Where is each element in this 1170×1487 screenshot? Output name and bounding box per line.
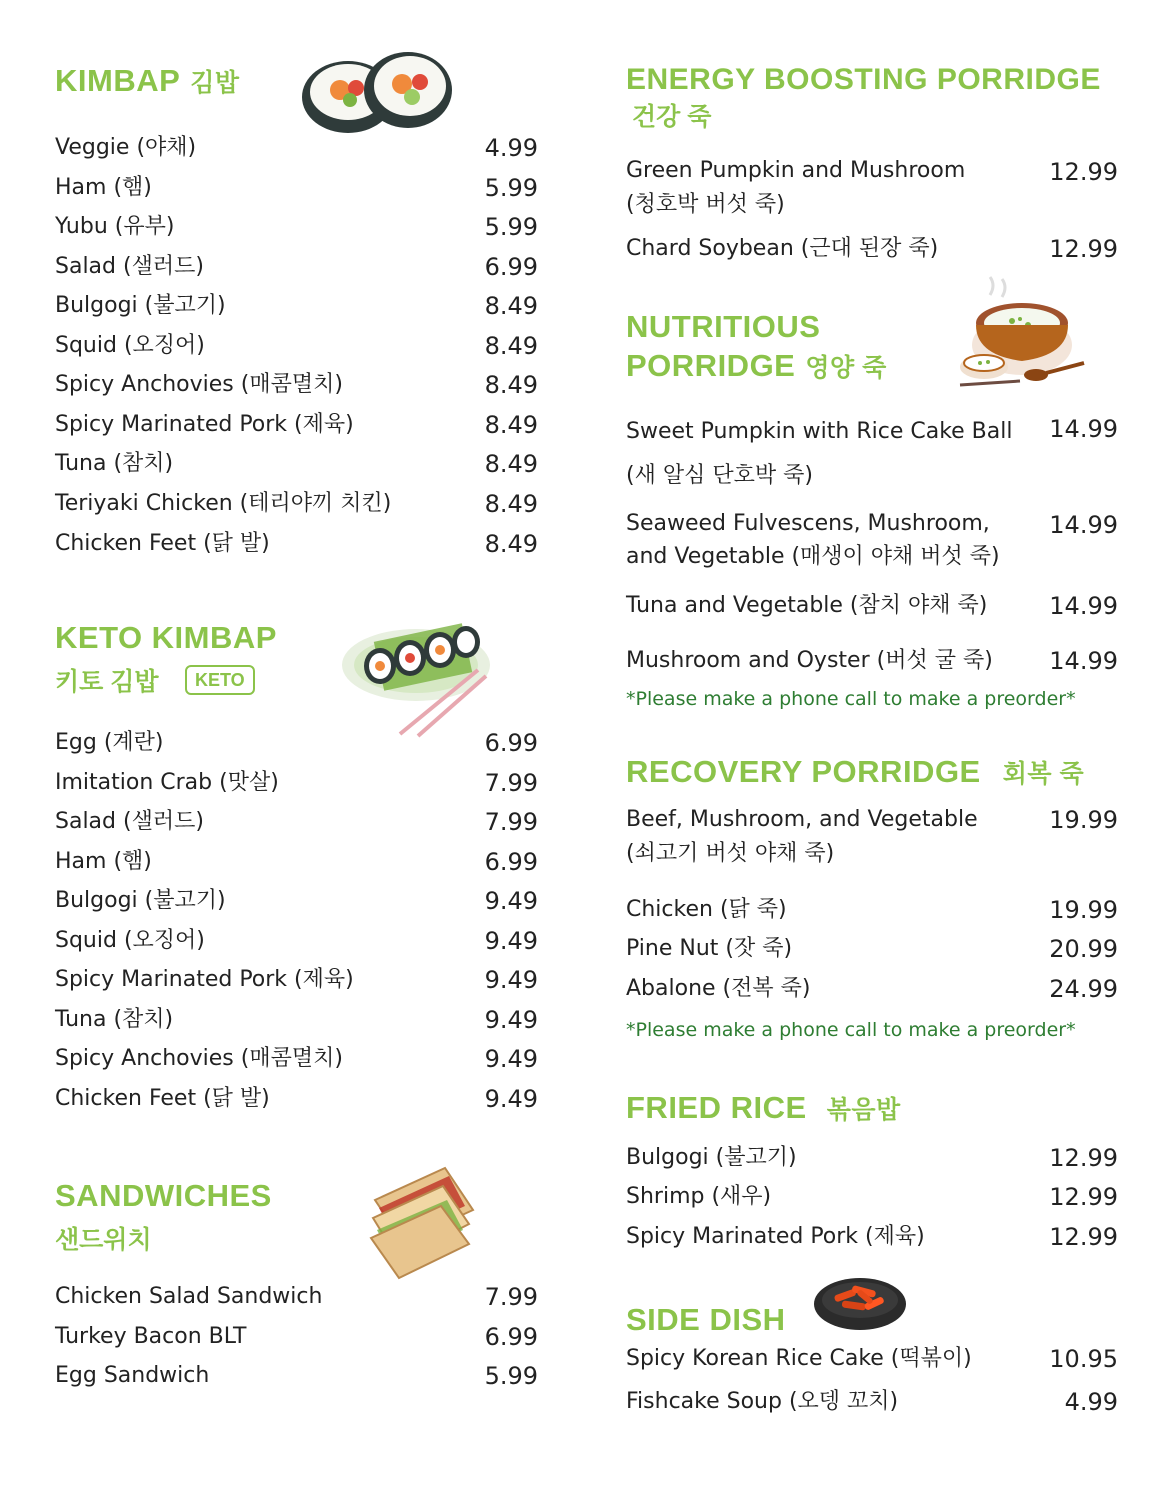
fried-rice-title-en: FRIED RICE: [626, 1090, 807, 1125]
item-price: 5.99: [484, 174, 538, 202]
item-price: 8.49: [484, 450, 538, 478]
list-item: Ham (햄): [55, 175, 152, 200]
item-price: 6.99: [484, 729, 538, 757]
item-price: 6.99: [484, 253, 538, 281]
fried-rice-title-kr: 볶음밥: [826, 1096, 901, 1124]
list-item: Teriyaki Chicken (테리야끼 치킨): [55, 491, 392, 516]
list-item: Chicken Salad Sandwich: [55, 1284, 323, 1309]
list-item: Chicken (닭 죽): [626, 897, 787, 922]
list-item: Chard Soybean (근대 된장 죽): [626, 236, 939, 261]
item-name: Green Pumpkin and Mushroom: [626, 158, 966, 183]
item-price: 12.99: [1049, 1144, 1118, 1172]
list-item: Chicken Feet (닭 발): [55, 1086, 270, 1111]
item-price: 12.99: [1049, 1223, 1118, 1251]
item-price: 12.99: [1049, 158, 1118, 186]
list-item: Bulgogi (불고기): [55, 888, 226, 913]
item-price: 12.99: [1049, 1183, 1118, 1211]
item-price: 8.49: [484, 490, 538, 518]
list-item: Shrimp (새우): [626, 1184, 772, 1209]
fried-rice-title: [626, 1092, 901, 1123]
list-item: Yubu (유부): [55, 214, 175, 239]
preorder-note: *Please make a phone call to make a preorder*: [626, 688, 1076, 710]
kimbap-illustration-icon: [300, 42, 455, 137]
list-item: [626, 803, 978, 871]
kimbap-title: [55, 65, 240, 96]
item-name: Sweet Pumpkin with Rice Cake Ball: [626, 419, 1013, 444]
list-item: Squid (오징어): [55, 333, 205, 358]
item-price: 12.99: [1049, 235, 1118, 263]
item-price: 8.49: [484, 332, 538, 360]
porridge-pot-icon: [950, 275, 1090, 395]
item-price: 8.49: [484, 530, 538, 558]
list-item: Spicy Marinated Pork (제육): [55, 967, 354, 992]
list-item: Turkey Bacon BLT: [55, 1324, 247, 1349]
list-item: Mushroom and Oyster (버섯 굴 죽): [626, 648, 993, 673]
tteokbokki-bowl-icon: [812, 1272, 912, 1342]
item-price: 7.99: [484, 769, 538, 797]
item-price: 10.95: [1049, 1345, 1118, 1373]
item-price: 14.99: [1049, 511, 1118, 539]
recovery-title-en: RECOVERY PORRIDGE: [626, 754, 981, 789]
nutritious-title-line1: NUTRITIOUS: [626, 309, 821, 344]
item-price: 6.99: [484, 848, 538, 876]
list-item: Tuna and Vegetable (참치 야채 죽): [626, 593, 988, 618]
item-price: 4.99: [484, 134, 538, 162]
item-price: 9.49: [484, 887, 538, 915]
list-item: Spicy Anchovies (매콤멸치): [55, 1046, 343, 1071]
list-item: Tuna (참치): [55, 1007, 174, 1032]
nutritious-title-line2: [626, 350, 887, 381]
item-price: 8.49: [484, 411, 538, 439]
list-item: Tuna (참치): [55, 451, 174, 476]
energy-title-kr: 건강 죽: [632, 103, 712, 131]
preorder-note: *Please make a phone call to make a preorder*: [626, 1019, 1076, 1041]
side-dish-title: SIDE DISH: [626, 1302, 786, 1337]
keto-title-kr: 키토 김밥: [55, 668, 159, 696]
item-price: 9.49: [484, 1085, 538, 1113]
item-name-kr: (쇠고기 버섯 야채 죽): [626, 841, 835, 866]
item-price: 4.99: [1064, 1388, 1118, 1416]
item-price: 5.99: [484, 1362, 538, 1390]
list-item: Spicy Korean Rice Cake (떡볶이): [626, 1346, 972, 1371]
list-item: Imitation Crab (맛살): [55, 770, 279, 795]
item-price: 14.99: [1049, 415, 1118, 443]
list-item: Chicken Feet (닭 발): [55, 531, 270, 556]
list-item: [626, 154, 965, 222]
item-price: 8.49: [484, 292, 538, 320]
recovery-title-kr: 회복 죽: [1002, 760, 1085, 788]
list-item: Veggie (야채): [55, 135, 197, 160]
item-price: 19.99: [1049, 806, 1118, 834]
item-price: 9.49: [484, 927, 538, 955]
item-price: 24.99: [1049, 975, 1118, 1003]
list-item: Ham (햄): [55, 849, 152, 874]
energy-title: ENERGY BOOSTING PORRIDGE: [626, 63, 1101, 96]
recovery-title: [626, 756, 1084, 787]
item-price: 9.49: [484, 1045, 538, 1073]
item-price: 9.49: [484, 1006, 538, 1034]
list-item: Abalone (전복 죽): [626, 976, 811, 1001]
item-price: 9.49: [484, 966, 538, 994]
item-name-kr: (청호박 버섯 죽): [626, 192, 785, 217]
keto-title: KETO KIMBAP: [55, 620, 277, 655]
nutritious-title-en: PORRIDGE: [626, 348, 796, 383]
list-item: Fishcake Soup (오뎅 꼬치): [626, 1389, 899, 1414]
kimbap-title-en: KIMBAP: [55, 63, 181, 98]
item-price: 8.49: [484, 371, 538, 399]
list-item: Spicy Anchovies (매콤멸치): [55, 372, 343, 397]
list-item: Spicy Marinated Pork (제육): [55, 412, 354, 437]
item-price: 14.99: [1049, 592, 1118, 620]
list-item: [626, 410, 1012, 498]
item-name: Beef, Mushroom, and Vegetable: [626, 807, 978, 832]
item-price: 5.99: [484, 213, 538, 241]
list-item: Pine Nut (잣 죽): [626, 936, 793, 961]
list-item: Salad (샐러드): [55, 809, 204, 834]
list-item: Salad (샐러드): [55, 254, 204, 279]
sandwiches-title-kr: 샌드위치: [55, 1226, 152, 1254]
list-item: Egg (계란): [55, 730, 164, 755]
sandwich-illustration-icon: [365, 1160, 485, 1280]
item-name: Seaweed Fulvescens, Mushroom,: [626, 511, 990, 536]
item-price: 7.99: [484, 1283, 538, 1311]
list-item: [626, 507, 1000, 573]
item-price: 14.99: [1049, 647, 1118, 675]
list-item: Egg Sandwich: [55, 1363, 210, 1388]
item-price: 20.99: [1049, 935, 1118, 963]
item-price: 19.99: [1049, 896, 1118, 924]
list-item: Spicy Marinated Pork (제육): [626, 1224, 925, 1249]
list-item: Bulgogi (불고기): [626, 1145, 797, 1170]
item-name-kr: and Vegetable (매생이 야채 버섯 죽): [626, 544, 1000, 569]
list-item: Bulgogi (불고기): [55, 293, 226, 318]
list-item: Squid (오징어): [55, 928, 205, 953]
item-name-kr: (새 알심 단호박 죽): [626, 463, 813, 488]
keto-badge: KETO: [185, 665, 255, 695]
keto-kimbap-plate-icon: [338, 610, 498, 740]
kimbap-title-kr: 김밥: [190, 69, 240, 97]
item-price: 6.99: [484, 1323, 538, 1351]
sandwiches-title: SANDWICHES: [55, 1178, 272, 1213]
item-price: 7.99: [484, 808, 538, 836]
nutritious-title-kr: 영양 죽: [805, 354, 887, 382]
